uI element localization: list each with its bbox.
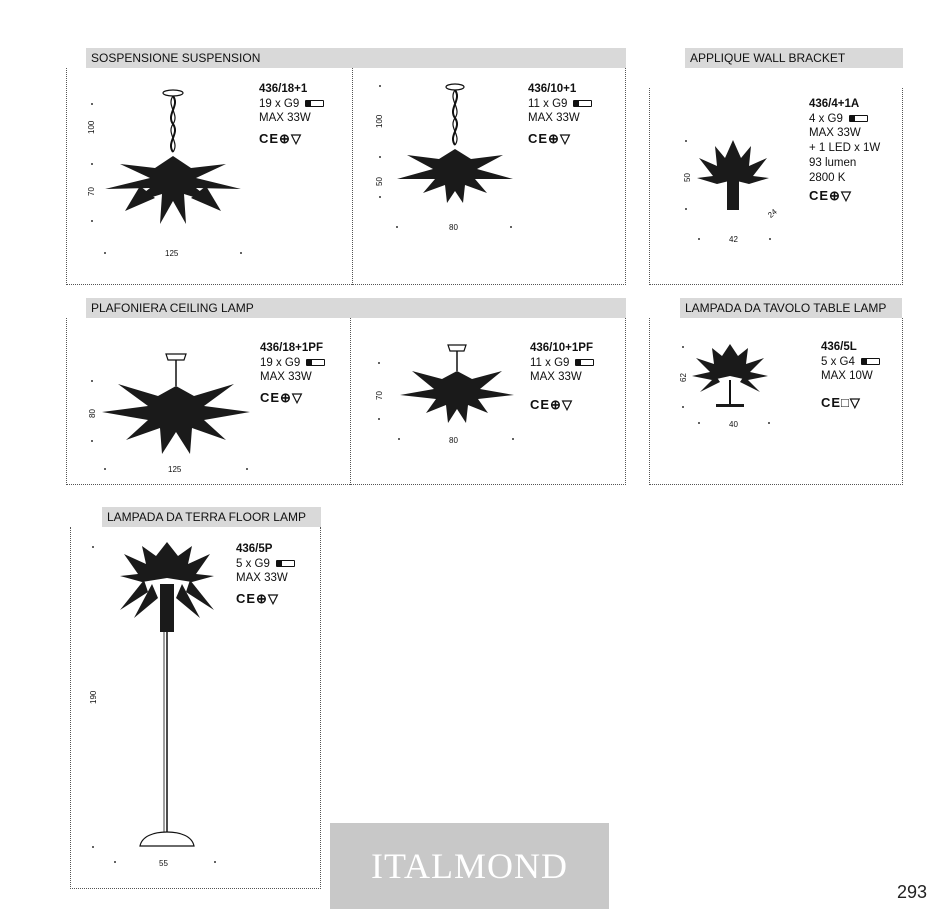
dim-height: 62: [679, 373, 688, 382]
dim-width: 40: [729, 420, 738, 429]
header-label-it: PLAFONIERA: [91, 301, 167, 315]
dim-height-total: 100: [87, 120, 96, 134]
product-code: 436/5P: [236, 543, 273, 555]
dim-dot: [398, 438, 400, 440]
power-spec: MAX 33W: [260, 371, 312, 383]
header-label-it: APPLIQUE: [690, 51, 751, 65]
dim-dot: [698, 422, 700, 424]
dim-dot: [92, 846, 94, 848]
product-code: 436/5L: [821, 341, 857, 353]
bulb-icon: [276, 560, 295, 567]
dim-dot: [378, 362, 380, 364]
certification-icons: CE⊕▽: [528, 131, 571, 146]
bulb-spec: [530, 356, 594, 370]
bulb-count: 5 x G9: [236, 558, 270, 570]
certification-icons: CE⊕▽: [236, 591, 279, 606]
suspension-lamp-large-drawing: [100, 86, 250, 236]
bulb-icon: [849, 115, 868, 122]
wall-bracket-drawing: [695, 136, 775, 214]
dim-dot: [379, 196, 381, 198]
dim-width: 80: [449, 436, 458, 445]
header-label-en: TABLE LAMP: [810, 301, 887, 315]
bulb-spec: [260, 356, 325, 370]
dim-height-body: 70: [87, 187, 96, 196]
certification-icons: CE⊕▽: [809, 188, 852, 203]
floor-lamp-drawing: [112, 540, 222, 850]
page-number: 293: [897, 882, 928, 902]
power-spec: MAX 33W: [530, 371, 582, 383]
led-spec: + 1 LED x 1W: [809, 142, 881, 154]
dim-dot: [104, 468, 106, 470]
table-box: [649, 318, 903, 485]
bulb-spec: [821, 355, 880, 369]
header-label-en: SUSPENSION: [178, 51, 261, 65]
dim-dot: [769, 238, 771, 240]
dim-dot: [698, 238, 700, 240]
lumen-spec: 93 lumen: [809, 157, 857, 169]
dim-dot: [396, 226, 398, 228]
dim-dot: [114, 861, 116, 863]
dim-width: 42: [729, 235, 738, 244]
dim-height-body: 50: [375, 177, 384, 186]
section-header-table: [680, 298, 902, 318]
header-label-it: LAMPADA DA TAVOLO: [685, 301, 811, 315]
table-lamp-drawing: [690, 342, 772, 410]
bulb-count: 4 x G9: [809, 113, 843, 125]
power-spec: MAX 33W: [236, 572, 288, 584]
product-code: 436/18+1: [259, 83, 308, 95]
dim-width: 125: [165, 249, 179, 258]
bulb-count: 11 x G9: [530, 357, 570, 369]
kelvin-spec: 2800 K: [809, 172, 846, 184]
dim-height: 80: [88, 409, 97, 418]
dim-dot: [104, 252, 106, 254]
bulb-icon: [861, 358, 880, 365]
suspension-lamp-small-drawing: [395, 83, 520, 213]
ceiling-divider: [350, 318, 351, 485]
dim-dot: [682, 346, 684, 348]
certification-icons: CE⊕▽: [259, 131, 302, 146]
bulb-count: 19 x G9: [260, 357, 301, 369]
certification-icons: CE⊕▽: [530, 397, 573, 412]
dim-dot: [512, 438, 514, 440]
dim-height: 50: [683, 173, 692, 182]
dim-dot: [682, 406, 684, 408]
dim-dot: [685, 140, 687, 142]
power-spec: MAX 10W: [821, 370, 873, 382]
power-spec: MAX 33W: [528, 112, 580, 124]
header-label-en: FLOOR LAMP: [225, 510, 306, 524]
product-code: 436/10+1PF: [530, 342, 593, 354]
section-header-floor: [102, 507, 321, 527]
bulb-count: 19 x G9: [259, 98, 300, 110]
product-code: 436/18+1PF: [260, 342, 323, 354]
bulb-icon: [573, 100, 592, 107]
dim-dot: [91, 103, 93, 105]
dim-dot: [91, 163, 93, 165]
bulb-spec: [809, 112, 868, 126]
bulb-count: 11 x G9: [528, 98, 568, 110]
section-header-wall: [685, 48, 903, 68]
dim-dot: [378, 418, 380, 420]
header-label-en: CEILING LAMP: [166, 301, 254, 315]
power-spec: MAX 33W: [259, 112, 311, 124]
header-label-it: SOSPENSIONE: [91, 51, 179, 65]
bulb-icon: [305, 100, 324, 107]
dim-dot: [214, 861, 216, 863]
header-label-it: LAMPADA DA TERRA: [107, 510, 226, 524]
bulb-spec: [236, 557, 295, 571]
suspension-divider: [352, 68, 353, 285]
dim-dot: [379, 156, 381, 158]
dim-dot: [685, 208, 687, 210]
power-spec: MAX 33W: [809, 127, 861, 139]
dim-width: 55: [159, 859, 168, 868]
dim-dot: [246, 468, 248, 470]
dim-height-total: 100: [375, 114, 384, 128]
product-code: 436/4+1A: [809, 98, 860, 110]
dim-dot: [91, 440, 93, 442]
section-header-suspension: [86, 48, 626, 68]
dim-width: 125: [168, 465, 182, 474]
brand-logo: ITALMOND: [330, 823, 609, 909]
dim-depth: 24: [766, 207, 779, 220]
product-code: 436/10+1: [528, 83, 577, 95]
section-header-ceiling: [86, 298, 626, 318]
ceiling-lamp-large-drawing: [100, 350, 250, 460]
dim-width: 80: [449, 223, 458, 232]
dim-dot: [91, 380, 93, 382]
certification-icons: CE□▽: [821, 395, 861, 410]
dim-height: 70: [375, 391, 384, 400]
dim-dot: [768, 422, 770, 424]
bulb-spec: [528, 97, 592, 111]
dim-dot: [91, 220, 93, 222]
header-label-en: WALL BRACKET: [750, 51, 846, 65]
bulb-icon: [575, 359, 594, 366]
bulb-spec: [259, 97, 324, 111]
dim-height: 190: [89, 690, 98, 704]
bulb-icon: [306, 359, 325, 366]
certification-icons: CE⊕▽: [260, 390, 303, 405]
dim-dot: [510, 226, 512, 228]
dim-dot: [379, 85, 381, 87]
ceiling-lamp-small-drawing: [398, 343, 518, 425]
dim-dot: [92, 546, 94, 548]
dim-dot: [240, 252, 242, 254]
bulb-count: 5 x G4: [821, 356, 855, 368]
